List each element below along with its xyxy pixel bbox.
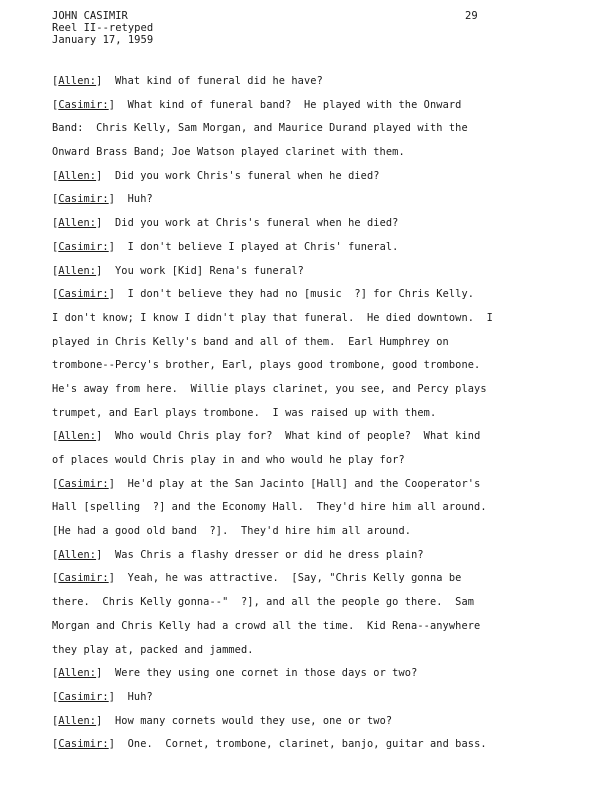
line-text: trumpet, and Earl plays trombone. I was raised up with them. — [52, 406, 437, 419]
transcript-line — [52, 473, 572, 497]
line-text: ] Was Chris a flashy dresser or did he dress plain? — [96, 548, 424, 561]
line-text: there. Chris Kelly gonna--" ?], and all the people go there. Sam — [52, 596, 475, 609]
transcript-line — [52, 283, 572, 307]
line-text: ] One. Cornet, trombone, clarinet, banjo, guitar and bass. — [108, 738, 487, 751]
transcript-line — [52, 117, 572, 141]
page-number: 29 — [465, 10, 478, 22]
speaker-label: Allen: — [58, 714, 97, 727]
line-text: He's away from here. Willie plays clarinet, you see, and Percy plays — [52, 382, 487, 395]
bracket-open: [ — [52, 75, 59, 87]
transcript-line — [52, 733, 572, 757]
transcript-line — [52, 165, 572, 189]
transcript-line — [52, 331, 572, 355]
transcript-line — [52, 615, 572, 639]
transcript-line — [52, 686, 572, 710]
line-text: ] What kind of funeral did he have? — [96, 75, 323, 87]
line-text: Onward Brass Band; Joe Watson played clarinet with them. — [52, 146, 405, 159]
speaker-label: Casimir: — [58, 572, 109, 585]
line-text: played in Chris Kelly's band and all of them. Earl Humphrey on — [52, 335, 449, 348]
transcript-line — [52, 141, 572, 165]
line-text: ] What kind of funeral band? He played with the Onward — [108, 98, 462, 111]
line-text: ] Did you work at Chris's funeral when he died? — [96, 217, 399, 230]
bracket-open: [ — [52, 193, 59, 206]
line-text: they play at, packed and jammed. — [52, 643, 254, 656]
transcript-line — [52, 188, 572, 212]
transcript-line — [52, 425, 572, 449]
interviewee-name: JOHN CASIMIR — [52, 10, 128, 22]
line-text: ] Were they using one cornet in those days or two? — [96, 667, 418, 680]
bracket-open: [ — [52, 667, 59, 680]
transcript-line — [52, 567, 572, 591]
speaker-label: Casimir: — [58, 690, 109, 703]
transcript-body — [52, 70, 572, 757]
transcript-line — [52, 591, 572, 615]
bracket-open: [ — [52, 690, 59, 703]
bracket-open: [ — [52, 572, 59, 585]
line-text: Hall [spelling ?] and the Economy Hall. They'd hire him all around. — [52, 501, 487, 514]
transcript-line — [52, 710, 572, 734]
line-text: Morgan and Chris Kelly had a crowd all the time. Kid Rena--anywhere — [52, 619, 481, 632]
bracket-open: [ — [52, 738, 59, 751]
bracket-open: [ — [52, 217, 59, 230]
line-text: ] Yeah, he was attractive. [Say, "Chris Kelly gonna be — [108, 572, 462, 585]
speaker-label: Casimir: — [58, 240, 109, 253]
transcript-line — [52, 378, 572, 402]
bracket-open: [ — [52, 548, 59, 561]
transcript-line — [52, 260, 572, 284]
interview-date: January 17, 1959 — [52, 34, 154, 46]
transcript-line — [52, 544, 572, 568]
line-text: trombone--Percy's brother, Earl, plays good trombone, good trombone. — [52, 359, 481, 372]
transcript-line — [52, 639, 572, 663]
speaker-label: Allen: — [58, 548, 97, 561]
transcript-line — [52, 496, 572, 520]
speaker-label: Allen: — [58, 217, 97, 230]
line-text: ] He'd play at the San Jacinto [Hall] and the Cooperator's — [108, 477, 481, 490]
transcript-line — [52, 662, 572, 686]
transcript-line — [52, 212, 572, 236]
reel-label: Reel II--retyped — [52, 22, 154, 34]
transcript-line — [52, 354, 572, 378]
speaker-label: Allen: — [58, 75, 97, 87]
speaker-label: Casimir: — [58, 738, 109, 751]
line-text: ] Huh? — [108, 193, 153, 206]
bracket-open: [ — [52, 430, 59, 443]
bracket-open: [ — [52, 714, 59, 727]
bracket-open: [ — [52, 98, 59, 111]
line-text: ] Who would Chris play for? What kind of people? What kind — [96, 430, 481, 443]
speaker-label: Casimir: — [58, 193, 109, 206]
speaker-label: Casimir: — [58, 98, 109, 111]
line-text: ] I don't believe I played at Chris' funeral. — [108, 240, 399, 253]
bracket-open: [ — [52, 169, 59, 182]
bracket-open: [ — [52, 288, 59, 301]
line-text: ] You work [Kid] Rena's funeral? — [96, 264, 304, 277]
bracket-open: [ — [52, 477, 59, 490]
line-text: ] Did you work Chris's funeral when he died? — [96, 169, 380, 182]
transcript-line — [52, 449, 572, 473]
transcript-line — [52, 236, 572, 260]
line-text: I don't know; I know I didn't play that funeral. He died downtown. I — [52, 311, 493, 324]
transcript-line — [52, 307, 572, 331]
transcript-line — [52, 70, 572, 94]
line-text: ] How many cornets would they use, one or two? — [96, 714, 393, 727]
bracket-open: [ — [52, 240, 59, 253]
transcript-line — [52, 94, 572, 118]
line-text: [He had a good old band ?]. They'd hire him all around. — [52, 525, 412, 538]
speaker-label: Casimir: — [58, 477, 109, 490]
speaker-label: Allen: — [58, 169, 97, 182]
speaker-label: Allen: — [58, 667, 97, 680]
line-text: ] Huh? — [108, 690, 153, 703]
speaker-label: Allen: — [58, 430, 97, 443]
speaker-label: Casimir: — [58, 288, 109, 301]
speaker-label: Allen: — [58, 264, 97, 277]
bracket-open: [ — [52, 264, 59, 277]
line-text: of places would Chris play in and who would he play for? — [52, 454, 405, 466]
line-text: ] I don't believe they had no [music ?] for Chris Kelly. — [108, 288, 475, 301]
transcript-line — [52, 402, 572, 426]
line-text: Band: Chris Kelly, Sam Morgan, and Maurice Durand played with the — [52, 122, 468, 135]
transcript-line — [52, 520, 572, 544]
